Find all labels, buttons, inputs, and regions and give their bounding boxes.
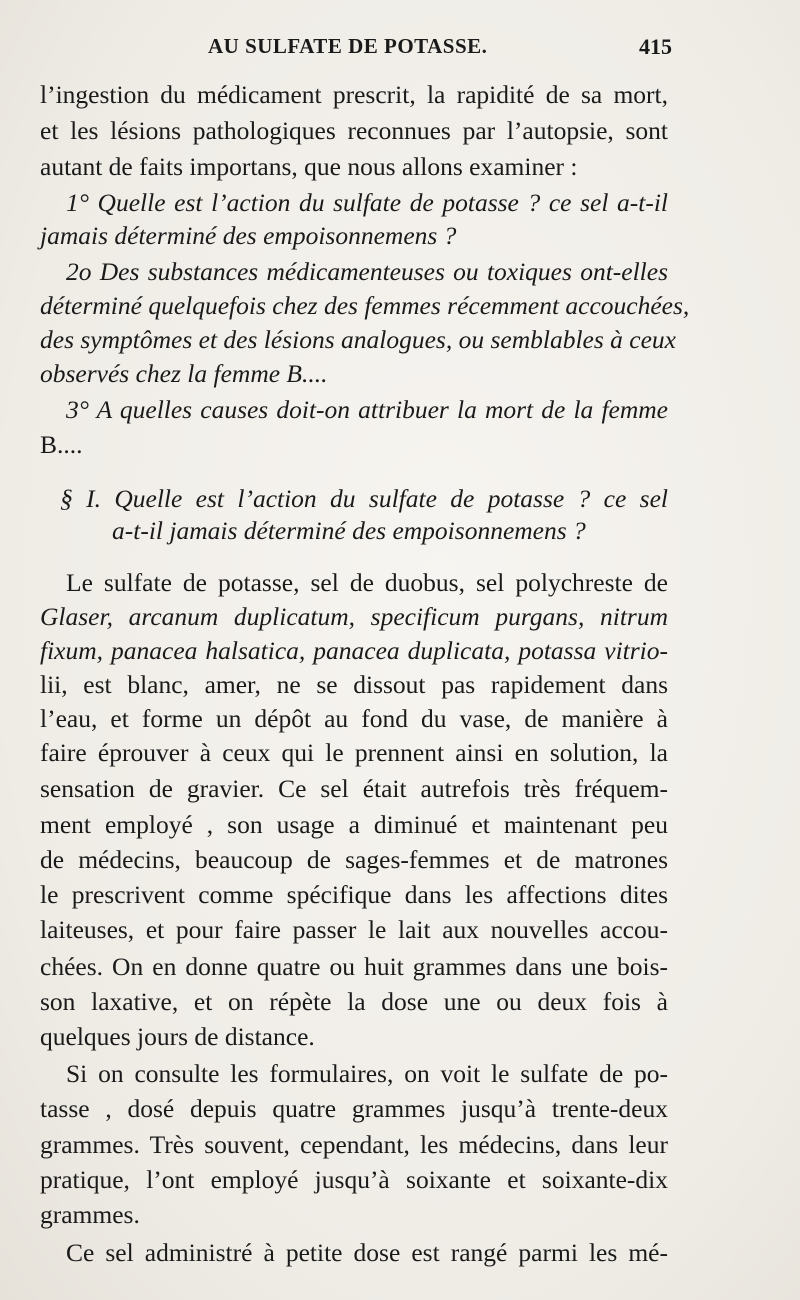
text-line: et les lésions pathologiques reconnues par l’autopsie, sont <box>40 116 668 145</box>
text-line: son laxative, et on répète la dose une ou deux fois à <box>40 987 668 1016</box>
running-title: AU SULFATE DE POTASSE. <box>208 34 488 58</box>
text-line: pratique, l’ont employé jusqu’à soixante et soixante-dix <box>40 1165 668 1194</box>
text-line: lii, est blanc, amer, ne se dissout pas rapidement dans <box>40 670 668 699</box>
text-line: Le sulfate de potasse, sel de duobus, sel polychreste de <box>66 568 668 597</box>
text-line: ment employé , son usage a diminué et maintenant peu <box>40 810 668 839</box>
text-line: grammes. <box>40 1200 140 1229</box>
question-line: B.... <box>40 430 83 459</box>
text-line: faire éprouver à ceux qui le prennent ainsi en solution, la <box>40 738 668 767</box>
question-line: observés chez la femme B.... <box>40 359 328 388</box>
question-line: 1° Quelle est l’action du sulfate de potasse ? ce sel a-t-il <box>66 188 668 217</box>
section-heading: a-t-il jamais déterminé des empoisonnemens ? <box>112 516 586 545</box>
text-line: tasse , dosé depuis quatre grammes jusqu’à trente-deux <box>40 1094 668 1123</box>
text-line: autant de faits importans, que nous allons examiner : <box>40 152 578 181</box>
text-line: de médecins, beaucoup de sages-femmes et de matrones <box>40 845 668 874</box>
text-line: fixum, panacea halsatica, panacea duplicata, potassa vitrio- <box>40 636 668 665</box>
running-header <box>208 34 672 64</box>
question-line: jamais déterminé des empoisonnemens ? <box>40 221 457 250</box>
text-line: l’ingestion du médicament prescrit, la rapidité de sa mort, <box>40 80 668 109</box>
text-line: Si on consulte les formulaires, on voit le sulfate de po- <box>66 1059 668 1088</box>
question-line: déterminé quelquefois chez des femmes récemment accouchées, <box>40 291 690 320</box>
text-line: Ce sel administré à petite dose est rangé parmi les mé- <box>66 1238 668 1267</box>
section-heading: § I. Quelle est l’action du sulfate de potasse ? ce sel <box>60 484 668 513</box>
question-line: des symptômes et des lésions analogues, ou semblables à ceux <box>40 325 676 354</box>
text-line: l’eau, et forme un dépôt au fond du vase, de manière à <box>40 704 668 733</box>
text-line: grammes. Très souvent, cependant, les médecins, dans leur <box>40 1130 668 1159</box>
question-line: 3° A quelles causes doit-on attribuer la mort de la femme <box>66 395 668 424</box>
text-line: laiteuses, et pour faire passer le lait aux nouvelles accou- <box>40 915 668 944</box>
question-line: 2o Des substances médicamenteuses ou toxiques ont-elles <box>66 257 668 286</box>
text-line: Glaser, arcanum duplicatum, specificum purgans, nitrum <box>40 602 668 631</box>
page-number: 415 <box>639 34 672 59</box>
text-line: le prescrivent comme spécifique dans les affections dites <box>40 880 668 909</box>
text-line: sensation de gravier. Ce sel était autrefois très fréquem- <box>40 774 668 803</box>
text-line: quelques jours de distance. <box>40 1022 315 1051</box>
text-line: chées. On en donne quatre ou huit grammes dans une bois- <box>40 952 668 981</box>
